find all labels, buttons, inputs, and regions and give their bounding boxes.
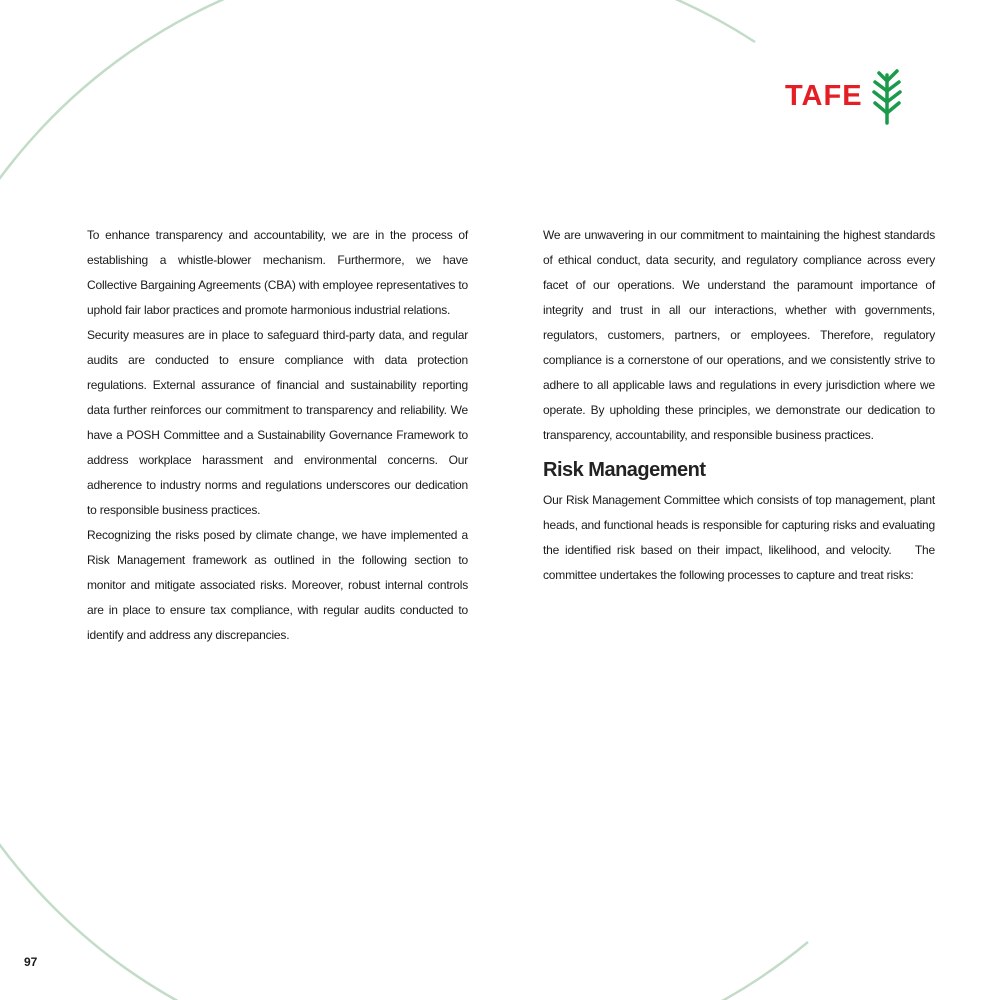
right-column	[543, 223, 939, 588]
paragraph-ethics: We are unwavering in our commitment to maintaining the highest standards of ethical conduct, data security, and regulatory compliance across every facet of our operations. We understand the paramount importance of integrity and trust in all our interactions, whether with governments, regulators, customers, partners, or employees. Therefore, regulatory compliance is a cornerstone of our operations, and we consistently strive to adhere to all applicable laws and regulations in every jurisdiction where we operate. By upholding these principles, we demonstrate our dedication to transparency, accountability, and responsible business practices.	[543, 228, 935, 442]
tafe-logo	[785, 66, 935, 126]
paragraph-whistleblower: To enhance transparency and accountability, we are in the process of establishing a whistle-blower mechanism. Furthermore, we have Collective Bargaining Agreements (CBA) with employee representatives to uphold fair labor practices and promote harmonious industrial relations.	[87, 228, 468, 317]
logo-text: TAFE	[785, 79, 863, 112]
paragraph-security: Security measures are in place to safeguard third-party data, and regular audits are conducted to ensure compliance with data protection regulations. External assurance of financial and sustainability reporting data further reinforces our commitment to transparency and reliability. We have a POSH Committee and a Sustainability Governance Framework to address workplace harassment and environmental concerns. Our adherence to industry norms and regulations underscores our dedication to responsible business practices.	[87, 328, 468, 517]
wheat-leaf-icon	[869, 67, 905, 125]
page-number: 97	[24, 955, 38, 969]
paragraph-risk-committee: Our Risk Management Committee which consists of top management, plant heads, and functional heads is responsible for capturing risks and evaluating the identified risk based on their impact, likelihood, and velocity. The committee undertakes the following processes to capture and treat risks:	[543, 493, 939, 582]
paragraph-climate-risk: Recognizing the risks posed by climate change, we have implemented a Risk Management framework as outlined in the following section to monitor and mitigate associated risks. Moreover, robust internal controls are in place to ensure tax compliance, with regular audits conducted to identify and address any discrepancies.	[87, 528, 468, 642]
left-column	[87, 223, 468, 648]
section-heading-risk-management: Risk Management	[543, 459, 706, 481]
